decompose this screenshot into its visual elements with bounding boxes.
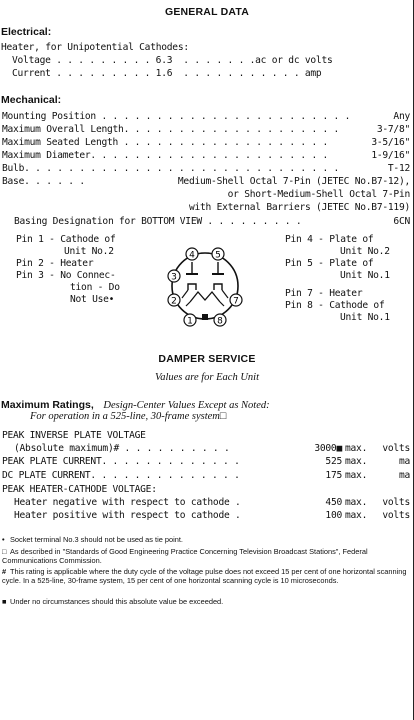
rating-label: (Absolute maximum)# . . . . . . . . . .: [14, 443, 230, 454]
rating-row: [2, 497, 410, 509]
pin-8-label-cont: Unit No.1: [340, 312, 390, 323]
rating-row: [2, 443, 410, 455]
max-ratings-heading: Maximum Ratings,: [1, 399, 94, 411]
cathode-1-lead: [222, 290, 228, 298]
mech-row: [2, 150, 410, 162]
footnote-text: Socket terminal No.3 should not be used as tie point.: [10, 535, 183, 544]
heater-lead-right: [220, 302, 224, 306]
heater-filament: [190, 292, 220, 302]
rating-qualifier: max.: [345, 510, 368, 521]
mech-row: [2, 124, 410, 136]
pin-4-number: 4: [189, 250, 195, 261]
base-label: Base. . . . . .: [2, 176, 85, 187]
rating-label: PEAK INVERSE PLATE VOLTAGE: [2, 430, 146, 441]
basing-value: 6CN: [393, 216, 410, 227]
base-key: [202, 314, 208, 320]
heater-lead-left: [186, 302, 190, 306]
heater-current-line: Current . . . . . . . . . 1.6 . . . . . . . . . . . amp: [12, 68, 322, 79]
mech-row-label: Maximum Overall Length. . . . . . . . . . . . . . . . . . . .: [2, 124, 340, 135]
pin-3-label-note: Not Use•: [70, 294, 115, 305]
operation-line: For operation in a 525-line, 30-frame system□: [30, 411, 227, 422]
footnote: [2, 568, 408, 585]
base-line-1: Medium-Shell Octal 7-Pin (JETEC No.B7-12),: [177, 176, 410, 187]
pin-3-number: 3: [171, 272, 177, 283]
rating-label: PEAK PLATE CURRENT. . . . . . . . . . . . .: [2, 456, 240, 467]
footnote-text: This rating is applicable where the duty cycle of the voltage pulse does not exceed 15 per cent of one horizontal scanning cycle. In a 525-line, 30-frame system, 15 per cent of one horizontal scanning cycle is 10 microseconds.: [2, 567, 407, 585]
pin-7-number: 7: [233, 296, 239, 307]
basing-label: Basing Designation for BOTTOM VIEW . . . . . . . . .: [14, 216, 302, 227]
pin-8-label: Pin 8 - Cathode of: [285, 300, 385, 311]
pin-7-label: Pin 7 - Heater: [285, 288, 363, 299]
mechanical-heading: Mechanical:: [1, 94, 62, 106]
footnote-text: Under no circumstances should this absolute value be exceeded.: [10, 597, 224, 606]
mech-row-value: T-12: [387, 163, 410, 174]
footnote-mark: •: [2, 535, 5, 544]
rating-qualifier: max.: [345, 470, 368, 481]
base-line-3: with External Barriers (JETEC No.B7-119): [188, 202, 410, 213]
pin-3-label: Pin 3 - No Connec-: [16, 270, 116, 281]
base-row: [2, 176, 410, 188]
mech-row-label: Bulb. . . . . . . . . . . . . . . . . . . . . . . . . . . . .: [2, 163, 340, 174]
pin-4-label: Pin 4 - Plate of: [285, 234, 374, 245]
base-line-2: or Short-Medium-Shell Octal 7-Pin: [227, 189, 410, 200]
pin-5-label: Pin 5 - Plate of: [285, 258, 374, 269]
rating-row: [2, 456, 410, 468]
mech-row: [2, 137, 410, 149]
mech-row-label: Maximum Diameter. . . . . . . . . . . . . . . . . . . . . .: [2, 150, 329, 161]
pin-1-label-cont: Unit No.2: [64, 246, 114, 257]
rating-row: [2, 430, 410, 442]
rating-unit: ma: [398, 456, 410, 467]
cathode-1: [214, 284, 222, 290]
rating-value: 450: [325, 497, 342, 508]
pin-5-label-cont: Unit No.1: [340, 270, 390, 281]
electrical-heading: Electrical:: [1, 26, 52, 38]
mech-row-value: 1-9/16": [371, 150, 410, 161]
footnote-mark: #: [2, 567, 7, 576]
mech-row: [2, 111, 410, 123]
pin-8-number: 8: [217, 316, 223, 327]
footnote: [2, 598, 408, 607]
footnote: [2, 536, 408, 545]
footnote-mark: □: [2, 547, 7, 556]
pin-2-number: 2: [171, 296, 177, 307]
rating-row: [2, 484, 410, 496]
heater-label: Heater, for Unipotential Cathodes:: [1, 42, 189, 53]
mech-row-value: 3-5/16": [371, 137, 410, 148]
rating-unit: volts: [382, 497, 410, 508]
mech-row-value: Any: [393, 111, 410, 122]
max-ratings-line: [1, 393, 270, 412]
footnote-mark: ■: [2, 597, 7, 606]
pin-3-label-cont: tion - Do: [70, 282, 120, 293]
rating-row: [2, 470, 410, 482]
rating-value: 525: [325, 456, 342, 467]
rating-value: 100: [325, 510, 342, 521]
pin-2-label: Pin 2 - Heater: [16, 258, 94, 269]
rating-qualifier: max.: [345, 497, 368, 508]
rating-value: 3000■: [314, 443, 342, 454]
cathode-2-lead: [182, 290, 188, 298]
mech-row-label: Mounting Position . . . . . . . . . . . . . . . . . . . . . . .: [2, 111, 351, 122]
base-row: [2, 189, 410, 201]
mech-row: [2, 163, 410, 175]
pin-1-label: Pin 1 - Cathode of: [16, 234, 116, 245]
rating-qualifier: max.: [345, 456, 368, 467]
base-row: [2, 202, 410, 214]
footnote: [2, 548, 408, 565]
rating-qualifier: max.: [345, 443, 368, 454]
tube-envelope-outline: [172, 250, 238, 319]
tube-basing-diagram: [160, 240, 250, 330]
rating-unit: ma: [398, 470, 410, 481]
pin-1-number: 1: [187, 316, 193, 327]
pin-5-number: 5: [215, 250, 221, 261]
pin-4-label-cont: Unit No.2: [340, 246, 390, 257]
general-data-title: GENERAL DATA: [164, 6, 250, 18]
rating-label: DC PLATE CURRENT. . . . . . . . . . . . . .: [2, 470, 240, 481]
footnote-text: As described in "Standards of Good Engineering Practice Concerning Television Broadcast Stations", Federal Communications Commission.: [2, 547, 368, 565]
heater-voltage-line: Voltage . . . . . . . . . 6.3 . . . . . . .ac or dc volts: [12, 55, 333, 66]
rating-unit: volts: [382, 510, 410, 521]
damper-subtitle: Values are for Each Unit: [154, 372, 259, 383]
rating-value: 175: [325, 470, 342, 481]
mech-row-value: 3-7/8": [376, 124, 410, 135]
damper-service-title: DAMPER SERVICE: [158, 353, 256, 365]
basing-row: [2, 216, 410, 228]
rating-label: Heater negative with respect to cathode .: [14, 497, 241, 508]
rating-label: Heater positive with respect to cathode .: [14, 510, 241, 521]
rating-unit: volts: [382, 443, 410, 454]
mech-row-label: Maximum Seated Length . . . . . . . . . . . . . . . . . . .: [2, 137, 329, 148]
max-ratings-tail: Design-Center Values Except as Noted:: [103, 400, 270, 411]
rating-label: PEAK HEATER-CATHODE VOLTAGE:: [2, 484, 157, 495]
cathode-2: [188, 284, 196, 290]
rating-row: [2, 510, 410, 522]
